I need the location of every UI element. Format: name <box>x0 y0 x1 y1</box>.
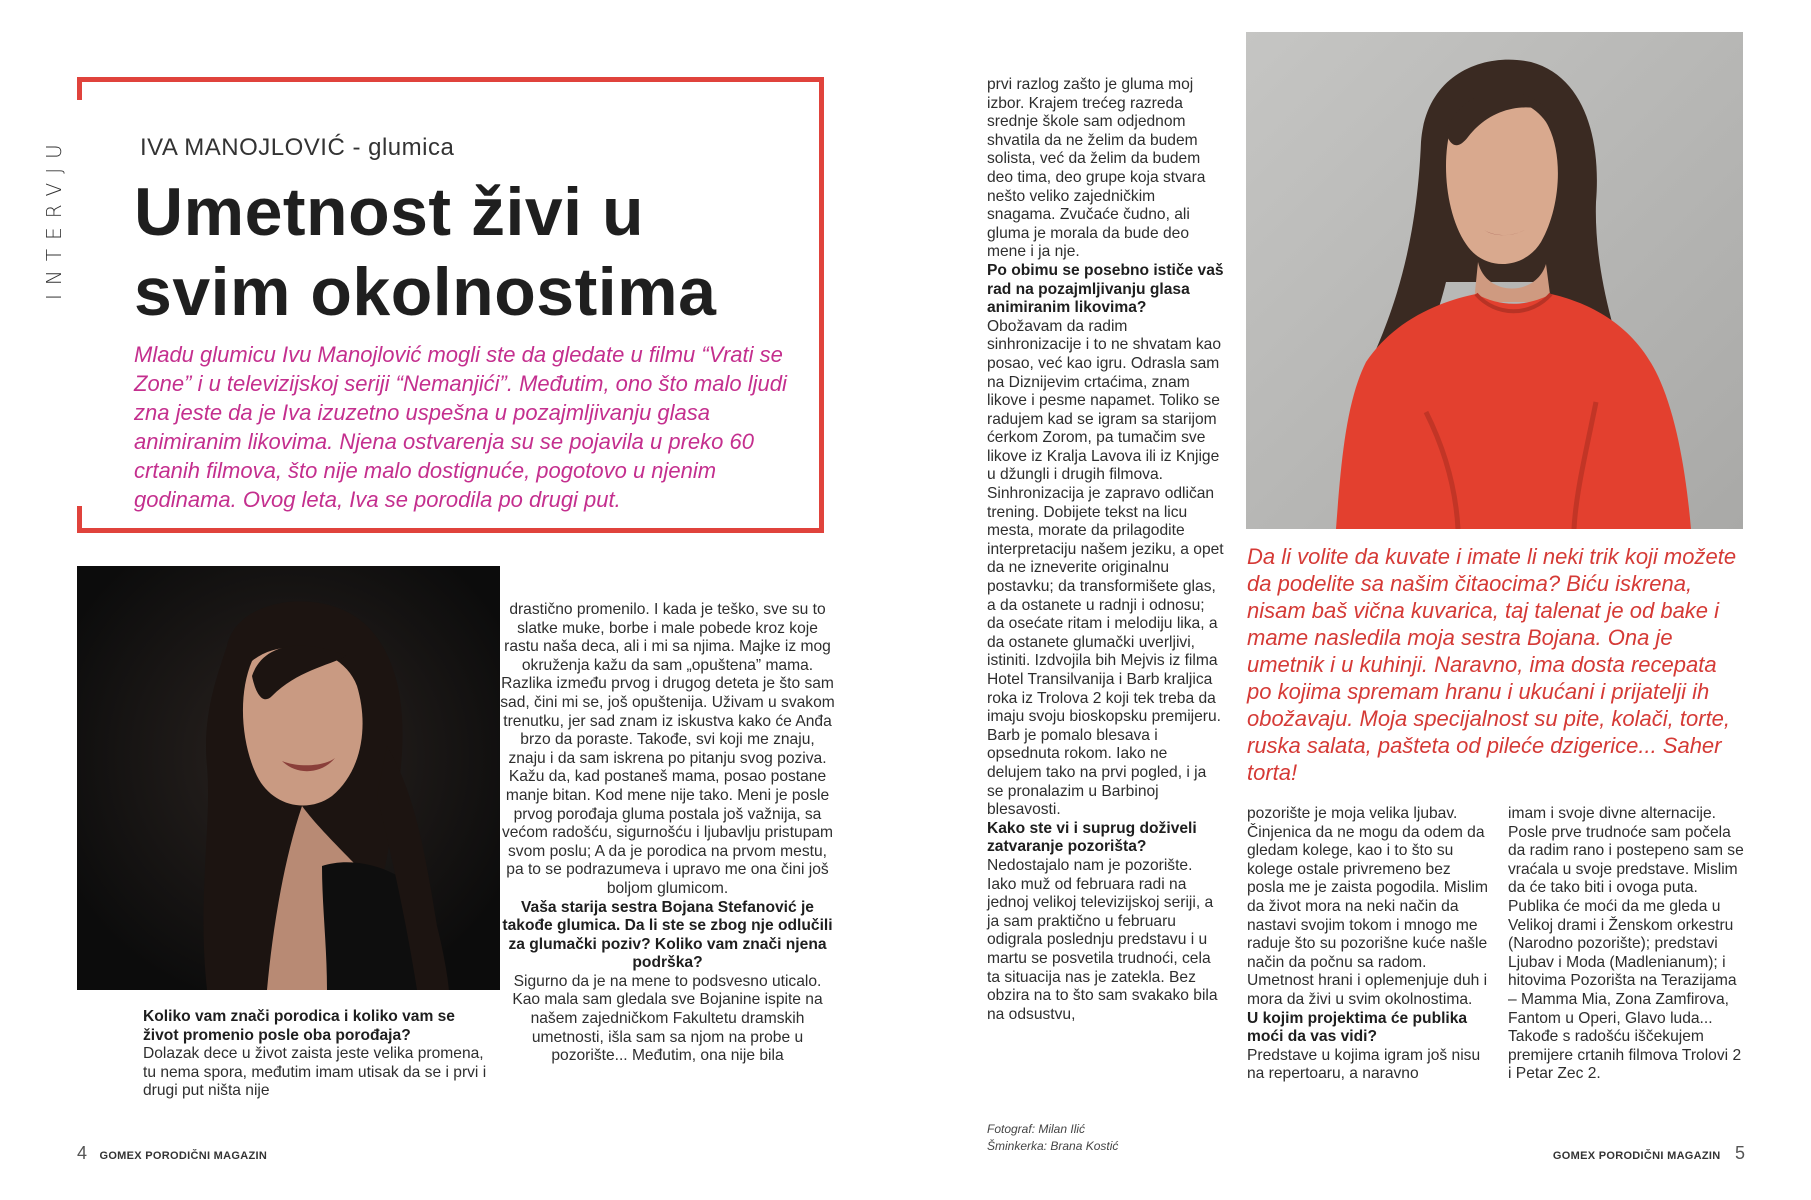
answer-projects-continued: imam i svoje divne alternacije. Posle prve trudnoće sam počela da radim rano i postepeno sam se vraćala u svoje predstave. Mislim da će tako biti i ovoga puta. Publika će moći da me gleda u Velikoj drami i Ženskom orkestru (Narodno pozorište); predstavi Ljubav i Moda (Madlenianum); i hitovima Pozorišta na Terazijama – Mamma Mia, Zona Zamfirova, Fantom u Operi, Glavo luda... Takođe s radošću iščekujem premijere crtanih filmova Trolovi 2 i Petar Zec 2. <box>1508 805 1744 1083</box>
article-kicker: IVA MANOJLOVIĆ - glumica <box>140 134 455 161</box>
column-1 <box>143 1008 488 1101</box>
answer-sister-continued: prvi razlog zašto je gluma moj izbor. Krajem trećeg razreda srednje škole sam odjednom shvatila da ne želim da budem solista, već da želim da budem deo tima, deo grupe koja stvara nešto veliko zajedničkim snagama. Zvučaće čudno, ali gluma je morala da bude deo mene i ja nje. <box>987 76 1206 261</box>
column-3 <box>987 76 1225 1024</box>
answer-voice-acting: Obožavam da radim sinhronizacije i to ne shvatam kao posao, već kao igru. Odrasla sam na Diznijevim crtaćima, znam likove i pesme napamet. Toliko se radujem kad se igram sa starijom ćerkom Zorom, pa tumačim sve likove iz Kralja Lavova ili iz Knjige u džungli i drugih filmova. Sinhronizacija je zapravo odličan trening. Dobijete tekst na licu mesta, morate da prilagodite interpretaciju našem jeziku, a opet da ne izneverite originalnu postavku; da transformišete glas, a da ostanete u radnji i odnosu; da osećate ritam i melodiju lika, a da ostanete glumački uverljivi, istiniti. Izdvojila bih Mejvis iz filma Hotel Transilvanija i Barb kraljica roka iz Trolova 2 koji tek treba da imaju svoju bioskopsku premijeru. Barb je pomalo blesava i opsednuta rokom. Iako ne delujem tako na prvi pogled, i ja se pronalazim u Barbinoj blesavosti. <box>987 317 1224 819</box>
portrait-photo-right <box>1246 32 1743 529</box>
title-line-2: svim okolnostima <box>134 254 717 330</box>
article-title <box>134 172 814 332</box>
pull-quote-cooking: Da li volite da kuvate i imate li neki trik koji možete da podelite sa našim čitaocima? Biću iskrena, nisam baš vična kuvarica, taj talenat je od bake i mame nasledila moja sestra Bojana. Ona je umetnik i u kuhinji. Naravno, ima dosta recepata po kojima spremam hranu i ukućani i prijatelji ih obožavaju. Moja specijalnost su pite, kolači, torte, ruska salata, pašteta od pileće dzigerice... Saher torta! <box>1247 544 1737 785</box>
section-label: INTERVJU <box>42 135 66 300</box>
question-voice-acting: Po obimu se posebno ističe vaš rad na pozajmljivanju glasa animiranim likovima? <box>987 261 1224 317</box>
answer-theatre-closure-start: Nedostajalo nam je pozorište. Iako muž od februara radi na jednoj velikoj televizijskoj seriji, a ja sam praktično u februaru odigrala poslednju predstavu i u martu se posvetila trudnoći, cela ta situacija nas je zatekla. Bez obzira na to što sam svakako bila na odsustvu, <box>987 856 1218 1023</box>
magazine-name-left: GOMEX PORODIČNI MAGAZIN <box>99 1150 268 1162</box>
portrait-photo-left <box>77 566 500 990</box>
answer-projects-start: Predstave u kojima igram još nisu na repertoaru, a naravno <box>1247 1046 1481 1083</box>
article-lead: Mladu glumicu Ivu Manojlović mogli ste da gledate u filmu “Vrati se Zone” i u televizijskoj seriji “Nemanjići”. Međutim, ono što malo ljudi zna jeste da je Iva izuzetno uspešna u pozajmljivanju glasa animiranim likovima. Njena ostvarenja su se pojavila u preko 60 crtanih filmova, što nije malo dostignuće, pogotovo u njenim godinama. Ovog leta, Iva se porodila po drugi put. <box>134 342 787 512</box>
column-2 <box>500 601 835 1066</box>
footer-right <box>1553 1143 1745 1164</box>
answer-theatre-closure-continued: pozorište je moja velika ljubav. Činjenica da ne mogu da odem da gledam kolege, kao i to što su kolege ostale privremeno bez posla me je zaista pogodila. Mislim da život mora na neki način da nastavi svojim tokom i mnogo me raduje što su pozorišne kuće našle način da počnu sa radom. Umetnost hrani i oplemenjuje duh i mora da živi u svim okolnostima. <box>1247 805 1488 1008</box>
magazine-name-right: GOMEX PORODIČNI MAGAZIN <box>1552 1150 1721 1162</box>
question-sister: Vaša starija sestra Bojana Stefanović je takođe glumica. Da li ste se zbog nje odlučili za glumački poziv? Koliko vam znači njena podrška? <box>502 898 833 972</box>
answer-family-continued: drastično promenilo. I kada je teško, sve su to slatke muke, borbe i male pobede kroz koje rastu naša deca, ali i mi sa njima. Majke iz mog okruženja kažu da sam „opuštena” mama. Razlika između prvog i drugog deteta je što sam sad, čini mi se, još opuštenija. Uživam u svakom trenutku, jer sad znam iz iskustva kako će Anđa brzo da poraste. Takođe, svi koji me znaju, znaju i da sam iskrena po pitanju svog poziva. Kažu da, kad postaneš mama, posao postane manje bitan. Kod mene nije tako. Meni je posle prvog porođaja gluma postala još važnija, sa većom radošću, sigurnošću i ljubavlju pristupam svom poslu; A da je porodica na prvom mestu, pa to se podrazumeva i upravo me ona čini još boljom glumicom. <box>500 601 835 897</box>
photo-credits <box>987 1121 1118 1155</box>
page-number-left: 4 <box>77 1143 88 1163</box>
credit-photographer: Fotograf: Milan Ilić <box>987 1122 1086 1136</box>
footer-left <box>77 1143 267 1164</box>
title-line-1: Umetnost živi u <box>134 174 644 250</box>
credit-makeup: Šminkerka: Brana Kostić <box>987 1139 1119 1153</box>
question-family: Koliko vam znači porodica i koliko vam se život promenio posle oba porođaja? <box>143 1008 455 1044</box>
column-5 <box>1508 805 1748 1084</box>
question-projects: U kojim projektima će publika moći da vas vidi? <box>1247 1009 1468 1046</box>
answer-sister-start: Sigurno da je na mene to podsvesno uticalo. Kao mala sam gledala sve Bojanine ispite na našem zajedničkom Fakultetu dramskih umetnosti, išla sam sa njom na probe u pozorište... Međutim, ona nije bila <box>512 972 823 1065</box>
column-4 <box>1247 805 1492 1084</box>
page-number-right: 5 <box>1734 1143 1745 1163</box>
question-theatre-closure: Kako ste vi i suprug doživeli zatvaranje pozorišta? <box>987 819 1197 856</box>
answer-family-start: Dolazak dece u život zaista jeste velika promena, tu nema spora, međutim imam utisak da se i prvi i drugi put ništa nije <box>143 1045 487 1100</box>
frame-gap <box>70 100 84 506</box>
